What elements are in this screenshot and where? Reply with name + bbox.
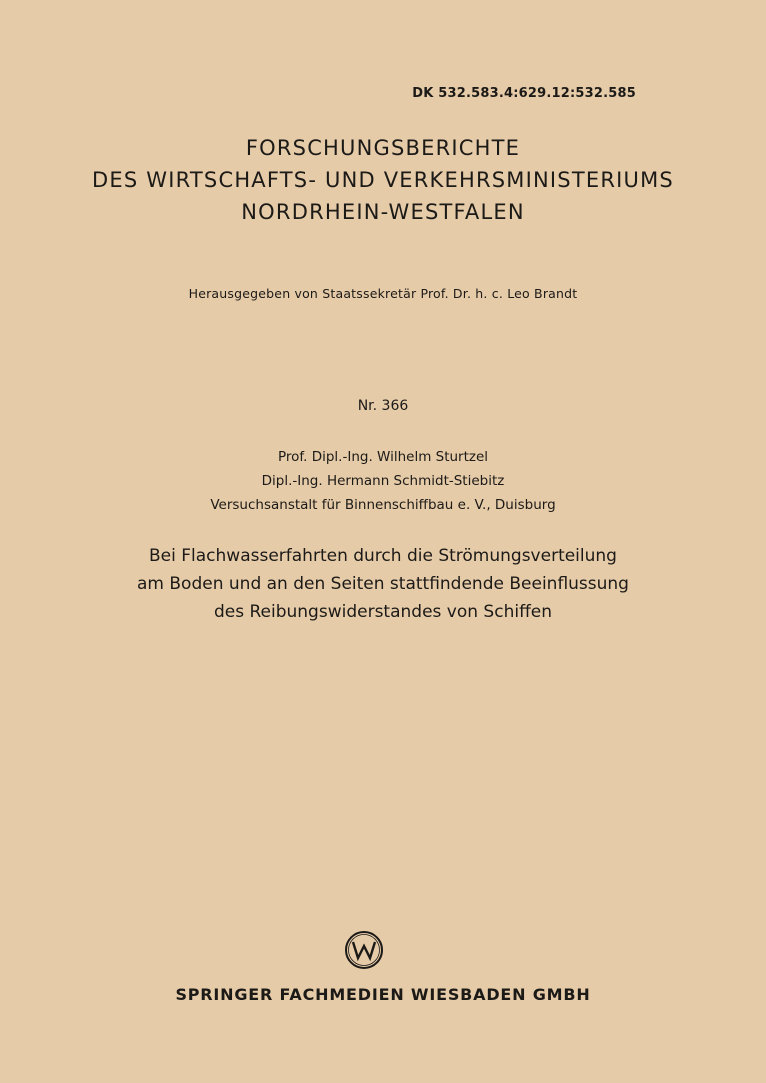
title-line: des Reibungswiderstandes von Schiffen: [213, 602, 553, 622]
publisher-name: SPRINGER FACHMEDIEN WIESBADEN GMBH: [175, 985, 591, 1004]
classification-code: DK 532.583.4:629.12:532.585: [412, 86, 636, 101]
author-line: Prof. Dipl.-Ing. Wilhelm Sturtzel: [277, 449, 489, 465]
title-line: Bei Flachwasserfahrten durch die Strömungsverteilung: [149, 546, 617, 566]
authors-block: [0, 445, 766, 517]
series-title: [0, 132, 766, 228]
series-line: DES WIRTSCHAFTS- UND VERKEHRSMINISTERIUMS: [92, 168, 674, 192]
author-line: Dipl.-Ing. Hermann Schmidt-Stiebitz: [261, 473, 505, 489]
springer-w-emblem-icon: [344, 930, 384, 970]
series-line: FORSCHUNGSBERICHTE: [245, 136, 521, 160]
title-line: am Boden und an den Seiten stattfindende Beeinflussung: [137, 574, 629, 594]
report-title: [0, 542, 766, 626]
report-number: Nr. 366: [357, 398, 409, 414]
editor-line: Herausgegeben von Staatssekretär Prof. Dr. h. c. Leo Brandt: [188, 286, 578, 301]
series-line: NORDRHEIN-WESTFALEN: [241, 200, 525, 224]
institution-line: Versuchsanstalt für Binnenschiffbau e. V., Duisburg: [210, 497, 556, 513]
